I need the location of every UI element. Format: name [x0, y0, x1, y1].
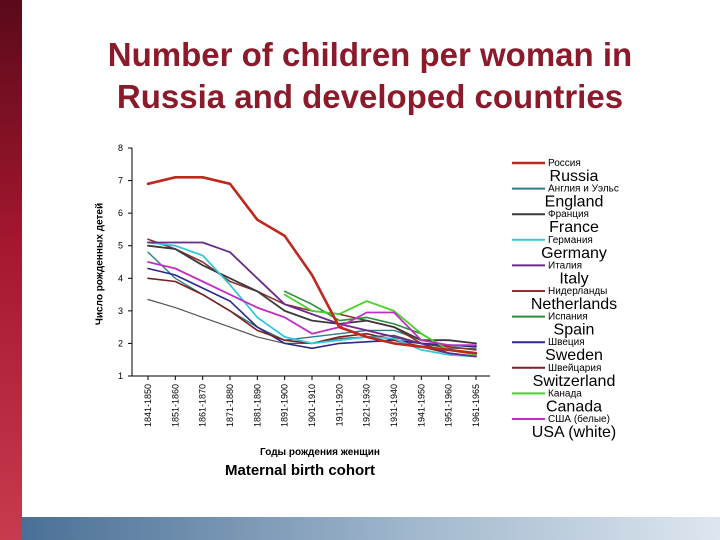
- legend-label-en: Germany: [541, 244, 607, 262]
- legend: [512, 158, 619, 441]
- x-axis-label: Годы рождения женщин: [260, 447, 380, 458]
- x-axis-ticks: [143, 376, 481, 427]
- series-line-france: [148, 246, 476, 344]
- x-tick-label: 1881-1890: [252, 384, 263, 428]
- legend-label-ru: Швейцария: [548, 362, 602, 374]
- legend-label-en: Italy: [559, 270, 589, 288]
- x-tick-label: 1961-1965: [471, 384, 481, 428]
- x-tick-label: 1861-1870: [197, 384, 208, 428]
- legend-label-en: Sweden: [545, 347, 603, 365]
- legend-label-en: Netherlands: [530, 296, 618, 313]
- y-tick-label: 7: [117, 175, 123, 186]
- slide-title-line2: Russia and developed countries: [116, 78, 624, 115]
- x-tick-label: 1851-1860: [170, 384, 181, 428]
- legend-label-en: Switzerland: [532, 372, 616, 390]
- x-tick-label: 1901-1910: [307, 384, 317, 428]
- y-tick-label: 2: [117, 338, 123, 349]
- legend-label-ru: Россия: [548, 158, 581, 169]
- series-lines: [148, 177, 476, 356]
- legend-label-en: USA (white): [531, 424, 617, 441]
- legend-label-ru: США (белые): [548, 414, 610, 425]
- legend-label-en: Canada: [545, 398, 603, 416]
- y-tick-label: 4: [117, 273, 123, 284]
- y-tick-label: 5: [117, 240, 123, 251]
- y-axis-ticks: [118, 143, 132, 381]
- legend-label-ru: Испания: [548, 311, 588, 323]
- y-tick-label: 6: [117, 208, 123, 219]
- x-tick-label: 1891-1900: [279, 384, 290, 428]
- y-axis-label: Число рожденных детей: [94, 202, 106, 326]
- legend-label-en: England: [544, 193, 604, 211]
- y-tick-label: 8: [117, 143, 123, 153]
- legend-label-ru: Англия и Уэльс: [548, 183, 619, 195]
- x-tick-label: 1931-1940: [389, 384, 399, 428]
- legend-label-ru: Нидерланды: [548, 286, 608, 297]
- x-tick-label: 1921-1930: [361, 384, 372, 428]
- legend-label-en: France: [549, 219, 599, 237]
- x-tick-label: 1951-1960: [443, 384, 454, 428]
- x-tick-label: 1941-1950: [416, 384, 427, 428]
- legend-label-en: Russia: [549, 168, 599, 185]
- legend-label-ru: Канада: [548, 388, 582, 400]
- legend-label-en: Spain: [553, 321, 595, 339]
- series-line-russia: [148, 177, 476, 353]
- legend-label-ru: Германия: [548, 234, 593, 246]
- x-tick-label: 1841-1850: [143, 384, 153, 428]
- slide-title-line1: Number of children per woman in: [107, 36, 633, 73]
- y-tick-label: 1: [117, 371, 123, 381]
- series-line-england: [148, 252, 476, 347]
- legend-label-ru: Швеция: [548, 337, 585, 349]
- y-tick-label: 3: [117, 305, 123, 316]
- x-tick-label: 1911-1920: [334, 384, 345, 427]
- legend-label-ru: Франция: [548, 209, 589, 221]
- x-tick-label: 1871-1880: [225, 384, 235, 428]
- legend-label-ru: Италия: [548, 260, 583, 272]
- caption: Maternal birth cohort: [224, 462, 375, 479]
